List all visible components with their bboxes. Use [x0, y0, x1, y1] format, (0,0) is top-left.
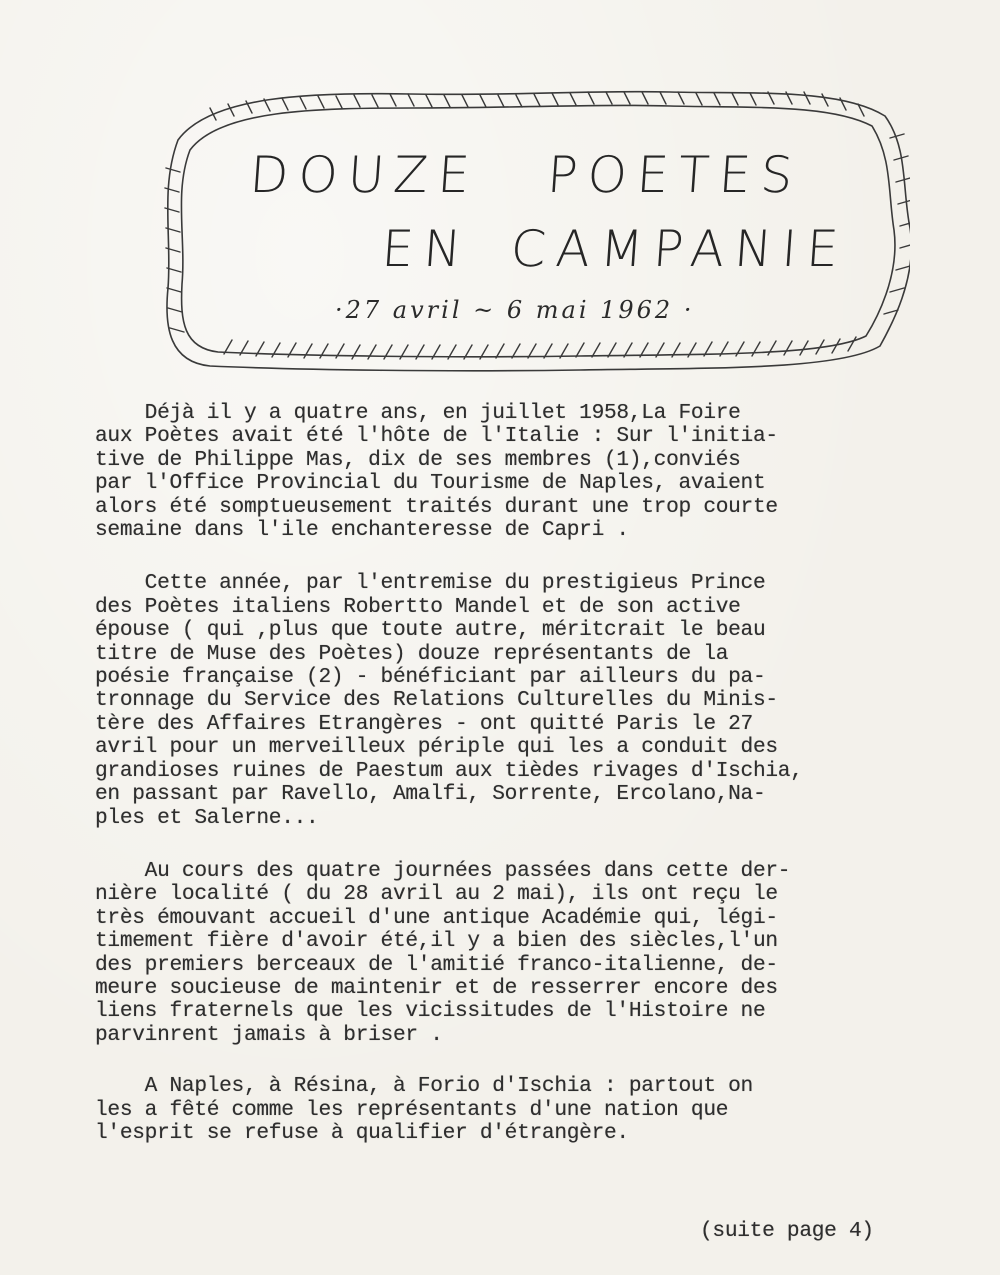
paragraph-2: Cette année, par l'entremise du prestigieus Prince des Poètes italiens Robertto Mandel et de son active épouse ( qui ,plus que toute autre, méritcrait le beau titre de Muse des Poètes) douze représentants de la poésie française (2) - bénéficiant par ailleurs du pa- tronnage du Service des Relations Culturelles du Minis- tère des Affaires Etrangères - ont quitté Paris le 27 avril pour un merveilleux périple qui les a conduit des grandioses ruines de Paestum aux tièdes rivages d'Ischia, en passant par Ravello, Amalfi, Sorrente, Ercolano,Na- ples et Salerne...	[95, 571, 803, 830]
title-word-en: EN	[379, 220, 474, 278]
title-word-douze: DOUZE	[247, 146, 482, 204]
title-dates: ·27 avril ~ 6 mai 1962 ·	[335, 296, 695, 324]
title-word-campanie: CAMPANIE	[508, 220, 851, 278]
paragraph-4: A Naples, à Résina, à Forio d'Ischia : partout on les a fêté comme les représentants d'une nation que l'esprit se refuse à qualifier d'étrangère.	[95, 1074, 753, 1145]
title-word-poetes: POETES	[545, 146, 805, 204]
article-body	[95, 402, 975, 1171]
title-line-1	[248, 146, 804, 204]
paragraph-1: Déjà il y a quatre ans, en juillet 1958,La Foire aux Poètes avait été l'hôte de l'Italie : Sur l'initia- tive de Philippe Mas, dix de ses membres (1),conviés par l'Office Provincial du Tourisme de Naples, avaient alors été somptueusement traités durant une trop courte semaine dans l'ile enchanteresse de Capri .	[95, 401, 778, 543]
title-line-2	[380, 220, 850, 278]
paragraph-3: Au cours des quatre journées passées dans cette der- nière localité ( du 28 avril au 2 mai), ils ont reçu le très émouvant accueil d'une antique Académie qui, légi- timement fière d'avoir été,il y a bien des siècles,l'un des premiers berceaux de l'amitié franco-italienne, de- meure soucieuse de maintenir et de resserrer encore des liens fraternels que les vicissitudes de l'Histoire ne parvinrent jamais à briser .	[95, 858, 791, 1047]
title-frame	[150, 78, 910, 388]
continued-on-page: (suite page 4)	[700, 1219, 874, 1243]
